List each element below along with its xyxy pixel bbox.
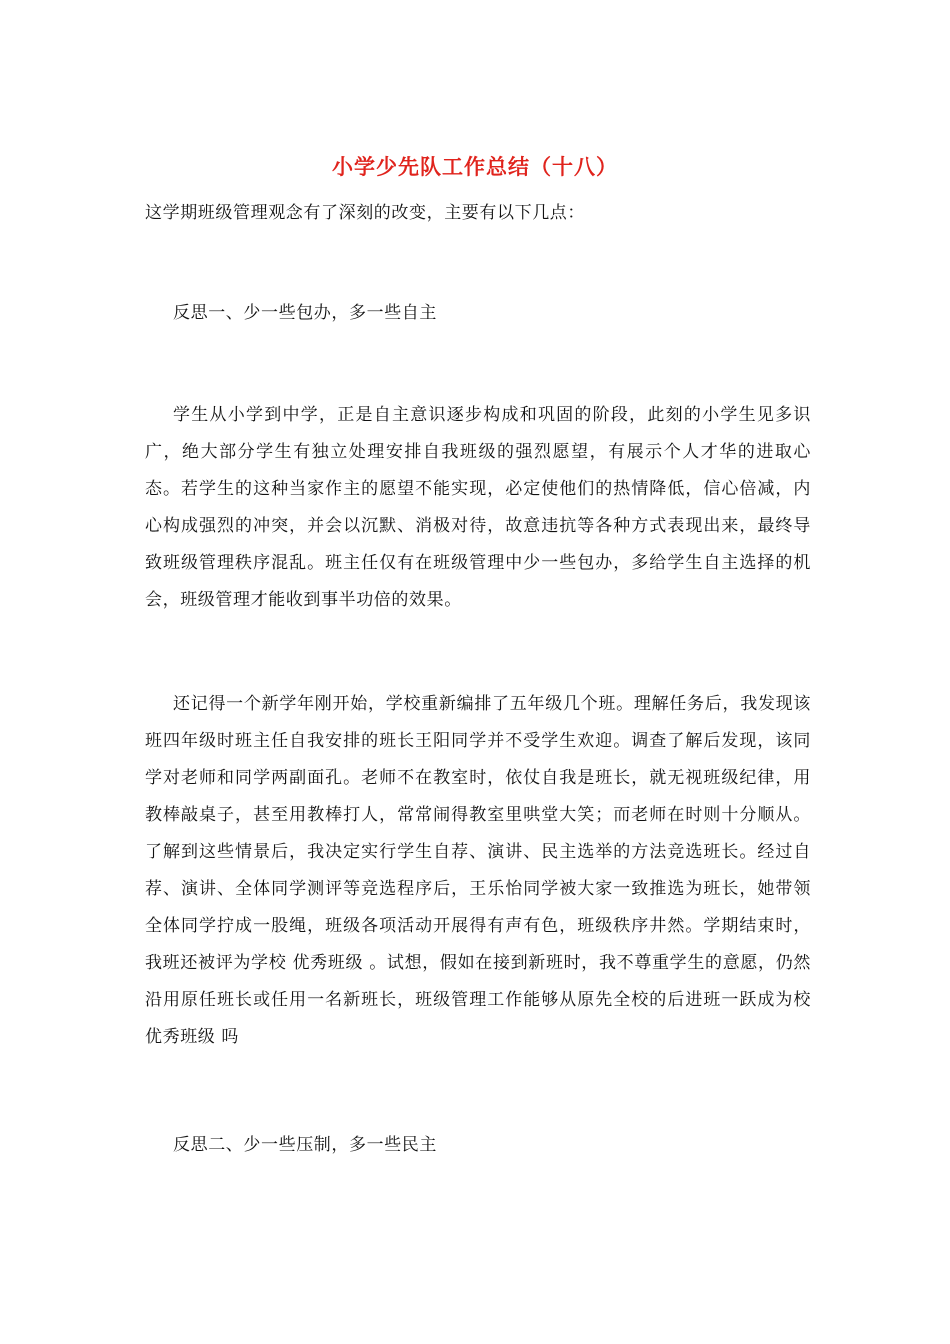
intro-paragraph: 这学期班级管理观念有了深刻的改变，主要有以下几点： [145, 203, 585, 223]
body-paragraph-2: 还记得一个新学年刚开始，学校重新编排了五年级几个班。理解任务后，我发现该班四年级时班主任自我安排的班长王阳同学并不受学生欢迎。调查了解后发现，该同学对老师和同学两副面孔。老师不在教室时，依仗自我是班长，就无视班级纪律，用教棒敲桌子，甚至用教棒打人，常常闹得教室里哄堂大笑；而老师在时则十分顺从。了解到这些情景后，我决定实行学生自荐、演讲、民主选举的方法竞选班长。经过自荐、演讲、全体同学测评等竞选程序后，王乐怡同学被大家一致推选为班长，她带领全体同学拧成一股绳，班级各项活动开展得有声有色，班级秩序井然。学期结束时，我班还被评为学校 优秀班级 。试想，假如在接到新班时，我不尊重学生的意愿，仍然沿用原任班长或任用一名新班长，班级管理工作能够从原先全校的后进班一跃成为校 优秀班级 吗 [145, 694, 811, 1047]
body-paragraph-1: 学生从小学到中学，正是自主意识逐步构成和巩固的阶段，此刻的小学生见多识广，绝大部分学生有独立处理安排自我班级的强烈愿望，有展示个人才华的进取心态。若学生的这种当家作主的愿望不能实现，必定使他们的热情降低，信心倍减，内心构成强烈的冲突，并会以沉默、消极对待，故意违抗等各种方式表现出来，最终导致班级管理秩序混乱。班主任仅有在班级管理中少一些包办，多给学生自主选择的机会，班级管理才能收到事半功倍的效果。 [145, 405, 811, 610]
document-title: 小学少先队工作总结（十八） [332, 154, 618, 179]
section-heading-1: 反思一、少一些包办，多一些自主 [173, 303, 437, 323]
section-heading-2: 反思二、少一些压制，多一些民主 [173, 1135, 437, 1155]
